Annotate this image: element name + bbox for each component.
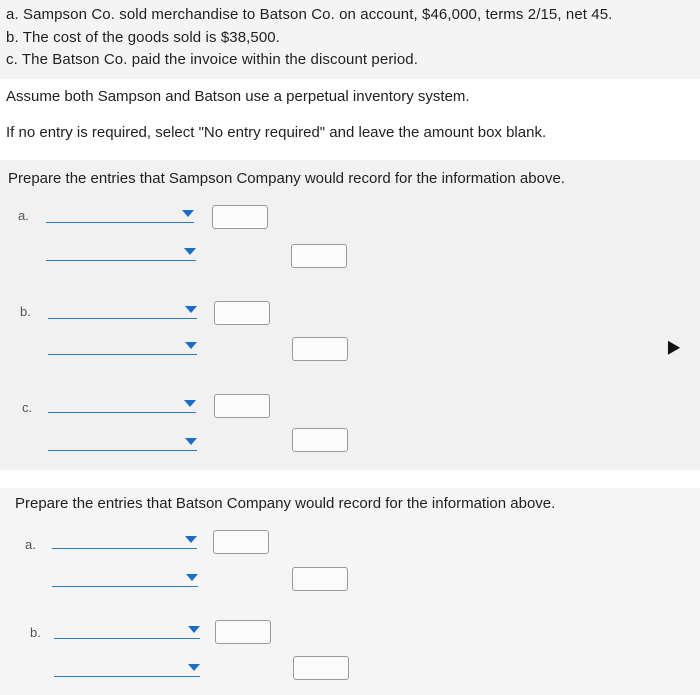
dropdown-arrow-icon xyxy=(185,306,197,313)
dropdown-arrow-icon xyxy=(186,574,198,581)
sampson-entry-a-credit-account-select[interactable] xyxy=(46,246,196,261)
sampson-entry-a-credit-amount-input[interactable] xyxy=(291,244,347,268)
sampson-entry-c-credit-account-select[interactable] xyxy=(48,436,197,451)
instruction-no-entry: If no entry is required, select "No entry required" and leave the amount box blank. xyxy=(6,124,547,141)
batson-entry-a-debit-amount-input[interactable] xyxy=(213,530,269,554)
sampson-entry-b-label: b. xyxy=(20,304,31,319)
sampson-entry-c-debit-account-select[interactable] xyxy=(48,398,196,413)
sampson-entry-c-label: c. xyxy=(22,400,33,415)
dropdown-arrow-icon xyxy=(182,210,194,217)
batson-entry-b-debit-account-select[interactable] xyxy=(54,624,200,639)
batson-entry-a-debit-account-select[interactable] xyxy=(52,534,197,549)
batson-section-title: Prepare the entries that Batson Company would record for the information above. xyxy=(15,495,556,512)
problem-statement xyxy=(0,0,700,79)
dropdown-arrow-icon xyxy=(185,342,197,349)
sampson-entry-b-credit-account-select[interactable] xyxy=(48,340,197,355)
sampson-section-title: Prepare the entries that Sampson Company would record for the information above. xyxy=(8,170,565,187)
dropdown-arrow-icon xyxy=(184,400,196,407)
sampson-entry-b-debit-account-select[interactable] xyxy=(48,304,197,319)
batson-entry-b-debit-amount-input[interactable] xyxy=(215,620,271,644)
batson-entry-a-label: a. xyxy=(25,537,36,552)
batson-entry-b-credit-amount-input[interactable] xyxy=(293,656,349,680)
sampson-entry-c-debit-amount-input[interactable] xyxy=(214,394,270,418)
batson-entry-b-credit-account-select[interactable] xyxy=(54,662,200,677)
sampson-section xyxy=(0,160,700,470)
batson-entry-b-label: b. xyxy=(30,625,41,640)
batson-entry-a-credit-account-select[interactable] xyxy=(52,572,198,587)
instruction-assume: Assume both Sampson and Batson use a perpetual inventory system. xyxy=(6,88,470,105)
sampson-entry-b-credit-amount-input[interactable] xyxy=(292,337,348,361)
dropdown-arrow-icon xyxy=(188,664,200,671)
batson-section xyxy=(0,488,700,695)
sampson-entry-a-debit-amount-input[interactable] xyxy=(212,205,268,229)
problem-line-c: c. The Batson Co. paid the invoice within the discount period. xyxy=(6,51,418,68)
sampson-entry-a-label: a. xyxy=(18,208,29,223)
sampson-entry-b-debit-amount-input[interactable] xyxy=(214,301,270,325)
problem-line-a: a. Sampson Co. sold merchandise to Batson Co. on account, $46,000, terms 2/15, net 45. xyxy=(6,6,613,23)
dropdown-arrow-icon xyxy=(184,248,196,255)
problem-line-b: b. The cost of the goods sold is $38,500. xyxy=(6,29,281,46)
sampson-entry-c-credit-amount-input[interactable] xyxy=(292,428,348,452)
batson-entry-a-credit-amount-input[interactable] xyxy=(292,567,348,591)
sampson-entry-a-debit-account-select[interactable] xyxy=(46,208,194,223)
dropdown-arrow-icon xyxy=(188,626,200,633)
dropdown-arrow-icon xyxy=(185,438,197,445)
dropdown-arrow-icon xyxy=(185,536,197,543)
